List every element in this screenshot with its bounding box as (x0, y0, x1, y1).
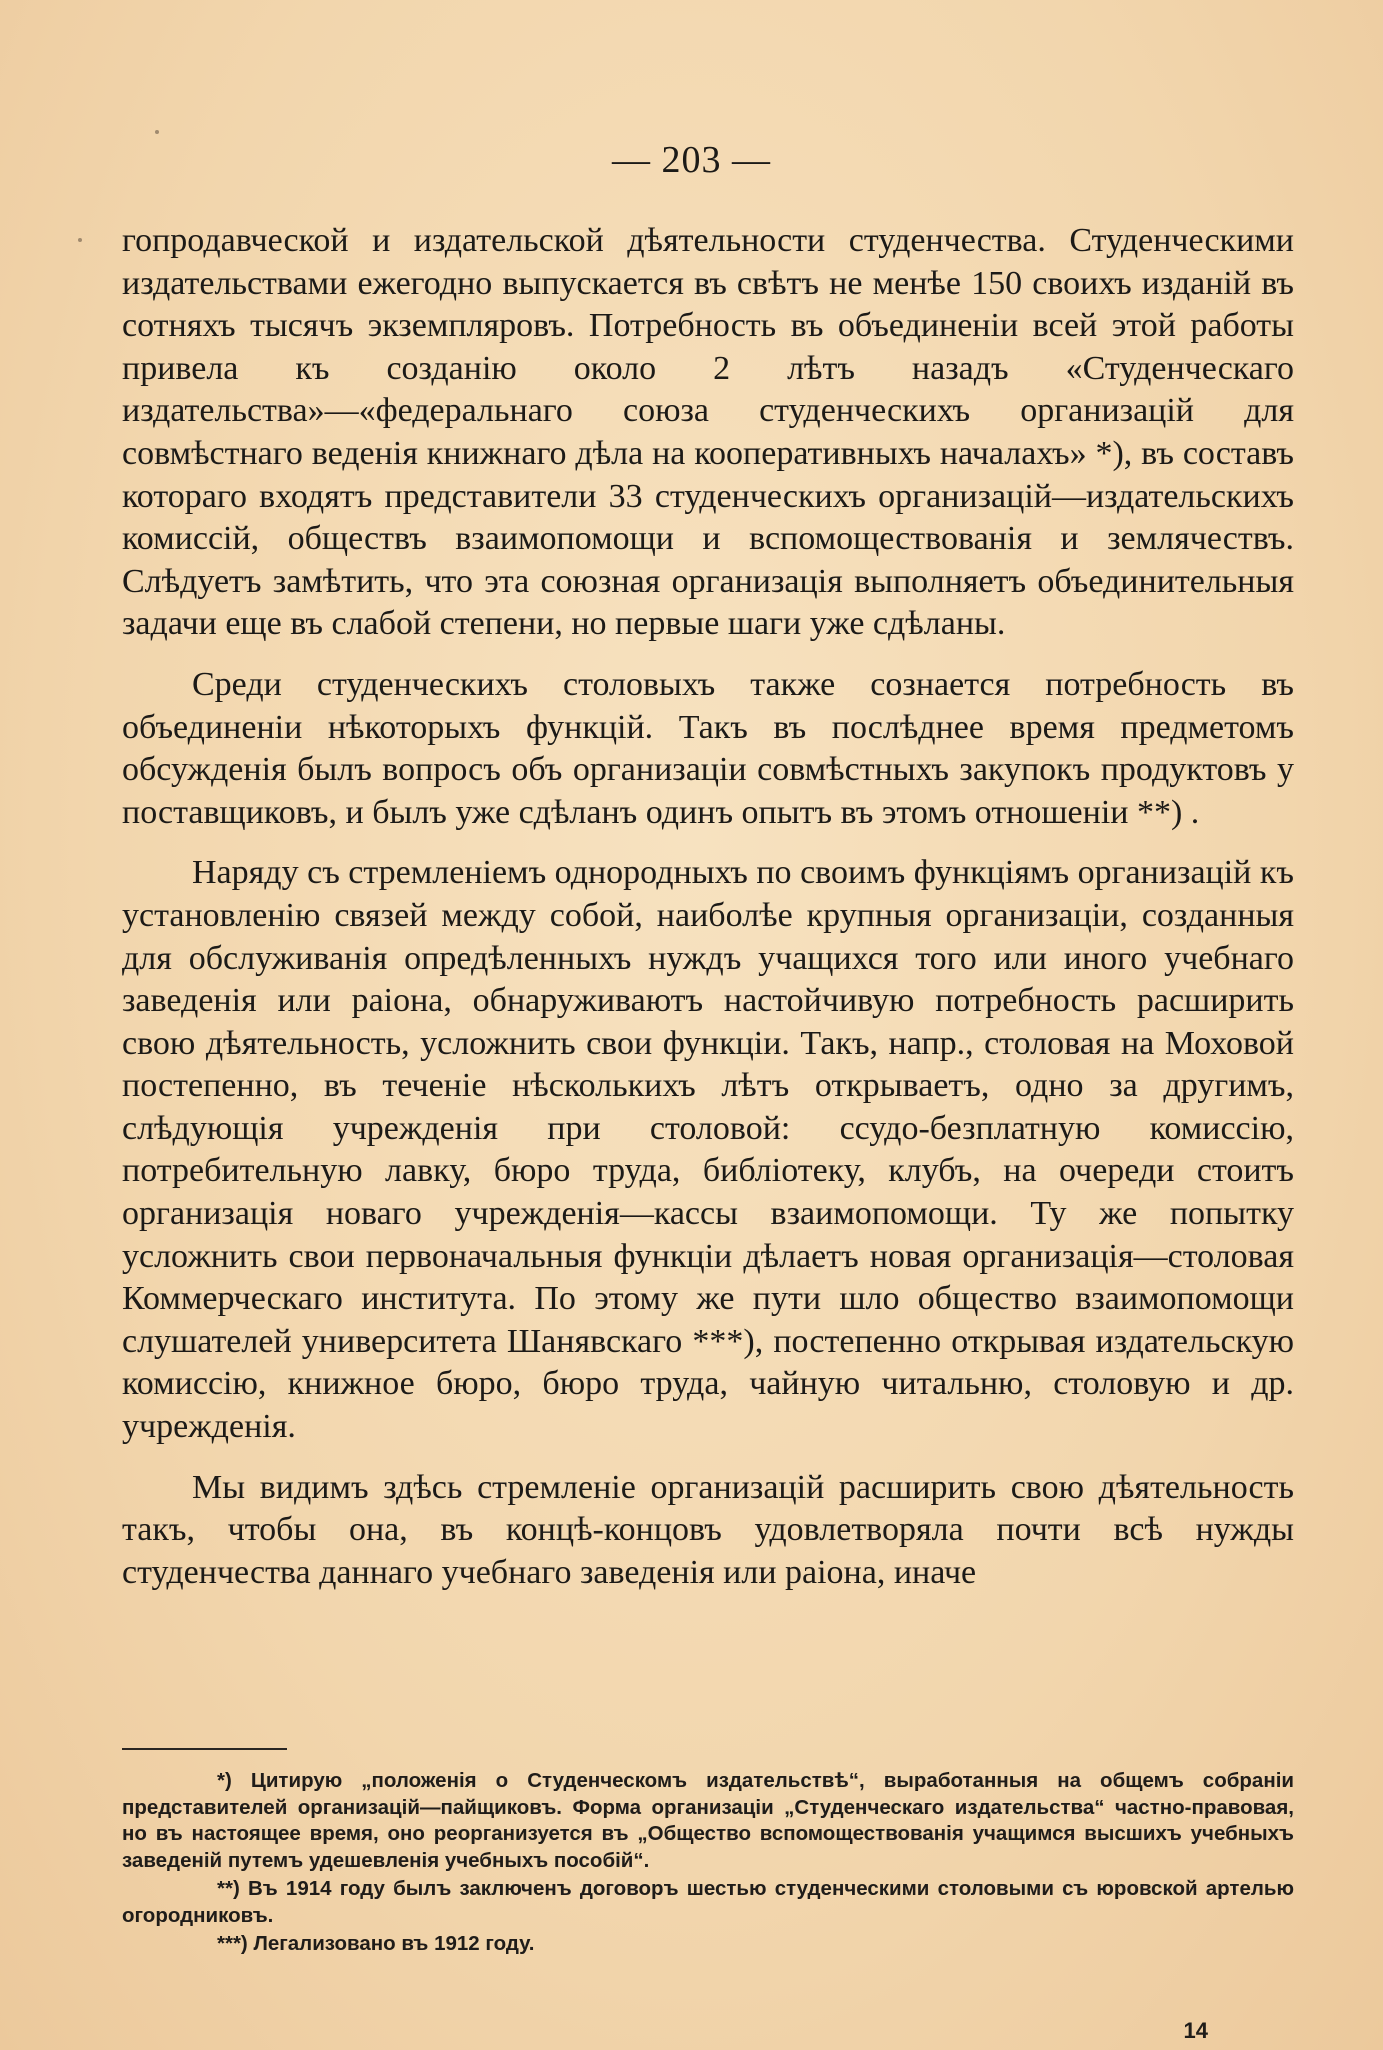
footnote-3: ***) Легализовано въ 1912 году. (217, 1932, 535, 1955)
paragraph-4: Мы видимъ здѣсь стремленіе организацій расширить свою дѣятельность такъ, чтобы она, въ концѣ-концовъ удовлетворяла почти всѣ нужды студенчества даннаго учебнаго заведенія или раіона, иначе (122, 1468, 1294, 1591)
footnotes (122, 1768, 1294, 1960)
footnote-1: *) Цитирую „положенія о Студенческомъ издательствѣ“, выработанныя на общемъ собраніи представителей организацій—пайщиковъ. Форма организаціи „Студенческаго издательства“ частно-правовая, но въ настоящее время, оно реорганизуется въ „Общество вспомоществованія учащимся высшихъ учебныхъ заведеній путемъ удешевленія учебныхъ пособій“. (122, 1769, 1294, 1872)
footnote-divider (122, 1748, 287, 1750)
main-text (122, 220, 1294, 1612)
paragraph-2: Среди студенческихъ столовыхъ также сознается потребность въ объединеніи нѣкоторыхъ функцій. Такъ въ послѣднее время предметомъ обсужденія былъ вопросъ объ организаціи совмѣстныхъ закупокъ продуктовъ у поставщиковъ, и былъ уже сдѣланъ одинъ опытъ въ этомъ отношеніи **) . (122, 665, 1294, 831)
footnote-2: **) Въ 1914 году былъ заключенъ договоръ шестью студенческими столовыми съ юровской артелью огородниковъ. (122, 1877, 1294, 1927)
paper-speck (78, 238, 82, 242)
paragraph-1: гопродавческой и издательской дѣятельности студенчества. Студенческими издательствами ежегодно выпускается въ свѣтъ не менѣе 150 своихъ изданій въ сотняхъ тысячъ экземпляровъ. Потребность въ объединеніи всей этой работы привела къ созданію около 2 лѣтъ назадъ «Студенческаго издательства»—«федеральнаго союза студенческихъ организацій для совмѣстнаго веденія книжнаго дѣла на кооперативныхъ началахъ» *), въ составъ котораго входятъ представители 33 студенческихъ организацій—издательскихъ комиссій, обществъ взаимопомощи и вспомоществованія и землячествъ. Слѣдуетъ замѣтить, что эта союзная организація выполняетъ объединительныя задачи еще въ слабой степени, но первые шаги уже сдѣланы. (122, 222, 1294, 643)
page-number: — 203 — (612, 139, 771, 181)
printer-signature-mark: 14 (1183, 2018, 1208, 2043)
paper-speck (155, 130, 159, 134)
paragraph-3: Наряду съ стремленіемъ однородныхъ по своимъ функціямъ организацій къ установленію связей между собой, наиболѣе крупныя организаціи, созданныя для обслуживанія опредѣленныхъ нуждъ учащихся того или иного учебнаго заведенія или раіона, обнаруживаютъ настойчивую потребность расширить свою дѣятельность, усложнить свои функціи. Такъ, напр., столовая на Моховой постепенно, въ теченіе нѣсколькихъ лѣтъ открываетъ, одно за другимъ, слѣдующія учрежденія при столовой: ссудо-безплатную комиссію, потребительную лавку, бюро труда, библіотеку, клубъ, на очереди стоитъ организація новаго учрежденія—кассы взаимопомощи. Ту же попытку усложнить свои первоначальныя функціи дѣлаетъ новая организація—столовая Коммерческаго института. По этому же пути шло общество взаимопомощи слушателей университета Шанявскаго ***), постепенно открывая издательскую комиссію, книжное бюро, бюро труда, чайную читальню, столовую и др. учрежденія. (122, 854, 1294, 1446)
